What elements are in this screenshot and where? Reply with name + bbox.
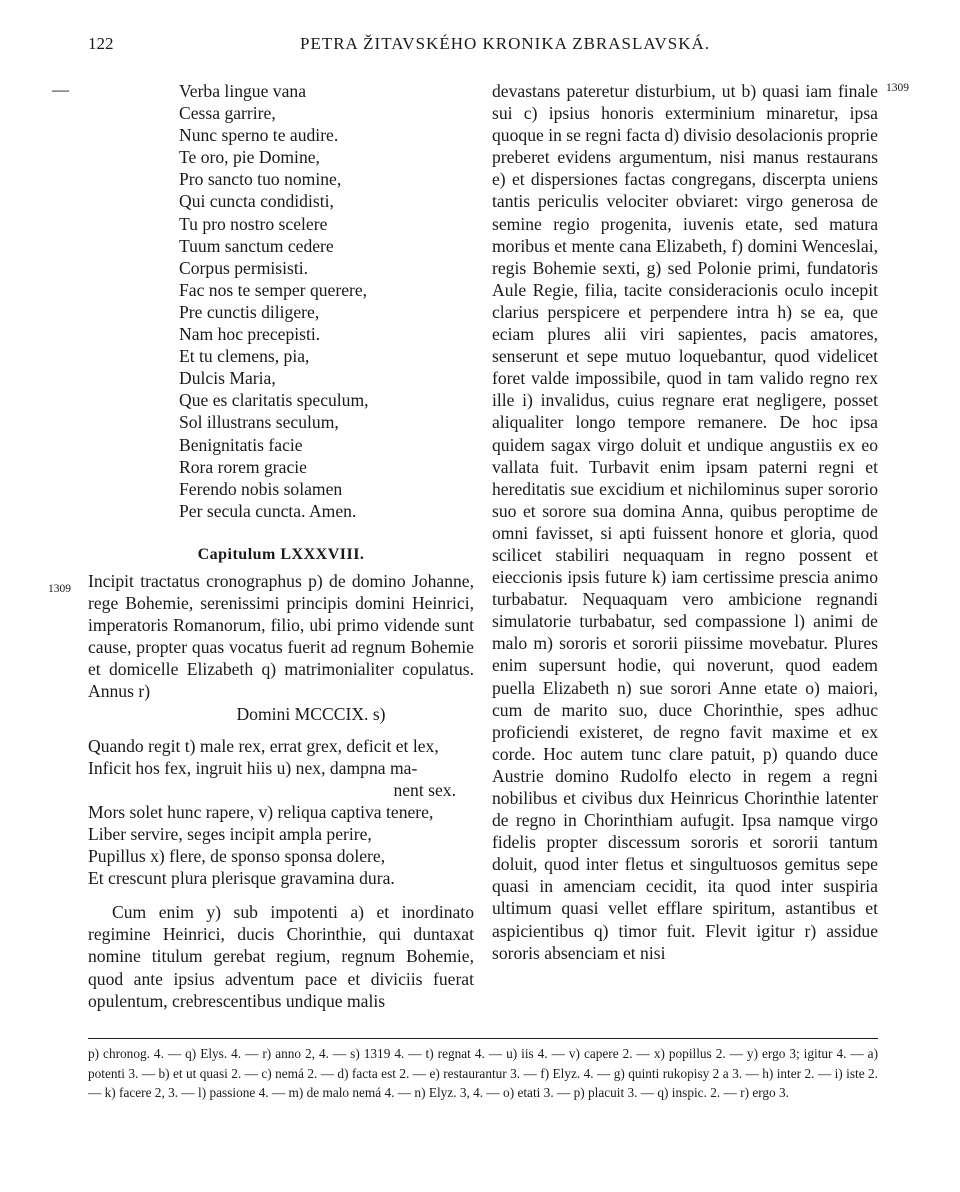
verse-line: Pupillus x) flere, de sponso sponsa dolere, [88,846,386,867]
prose-paragraph [88,901,474,1011]
verses [88,735,474,890]
incipit-text: Incipit tractatus cronographus p) de domino Johanne, rege Bohemie, serenissimi principis domini Heinrici, imperatoris Romanorum, filio, ubi primo vidende sunt cause, propter quas vocatus fuerit ad regnum Bohemie et domicelle Elizabeth q) matrimonialiter copulatus. Annus r) [88,570,474,702]
running-title: PETRA ŽITAVSKÉHO KRONIKA ZBRASLAVSKÁ. [300,34,710,53]
margin-dash: — [52,80,69,99]
poem-line: Qui cuncta condidisti, [179,191,334,212]
verse-line: nent sex. [393,779,456,800]
year-line: Domini MCCCIX. s) [236,703,386,724]
poem-line: Sol illustrans seculum, [179,412,339,433]
page-header [0,34,960,64]
footnotes [88,1044,878,1103]
footnotes-text: p) chronog. 4. — q) Elys. 4. — r) anno 2, 4. — s) 1319 4. — t) regnat 4. — u) iis 4. — v) capere 2. — x) popillus 2. — y) ergo 3; igitur 4. — a) potenti 3. — b) et ut quasi 2. — c) nemá 2. — d) facta est 2. — e) restaurantur 3. — f) Elyz. 4. — g) quinti rukopisy 2 a 3. — h) inter 2. — i) iste 2. — k) facere 2, 3. — l) passione 4. — m) de malo nemá 4. — n) Elyz. 3, 4. — o) etati 3. — p) placuit 3. — q) inspic. 2. — r) ergo 3. [88,1046,878,1101]
poem-line: Dulcis Maria, [179,368,276,389]
chapter-title: Capitulum LXXXVIII. [197,545,365,563]
verse-line: Quando regit t) male rex, errat grex, deficit et lex, [88,735,439,756]
margin-year-right: 1309 [886,82,909,94]
poem-line: Tu pro nostro scelere [179,213,328,234]
right-column [492,80,878,964]
poem-line: Fac nos te semper querere, [179,279,368,300]
poem-line: Ferendo nobis solamen [179,478,343,499]
left-column [88,80,474,1012]
incipit-paragraph [88,570,474,725]
right-column-text: devastans pateretur disturbium, ut b) quasi iam finale sui c) ipsius honoris exterminium minaretur, ipsa quoque in se regni facta d) divisio desolacionis proprie preberet evidens argumentum, nisi manus restaurans e) et dispersiones factas congregans, discerpta uniens tantis periculis velociter obviaret: virgo generosa de semine regio progenita, iuvenis etate, sed matura moribus et mente cana Elizabeth, f) domini Wenceslai, regis Bohemie sexti, g) sed Polonie primi, fundatoris Aule Regie, filia, tacite consideracionis oculo incepit clarius perspicere et perpendere intra h) se ea, que eciam plures alii viri sapientes, pacis amatores, senserunt et sepe mutuo loquebantur, quod videlicet foret valde impossibile, quod in tam valido regno rex ille i) invalidus, cuius regnare erat negligere, posset aliqualiter longo tempore remanere. De hoc ipsa quidem sagax virgo doluit et undique angustiis ex eo vallata fuit. Turbavit enim ipsam paterni regni et hereditatis sue excidium et nichilominus super sororio suo et sorore sua domina Anna, quibus peroptime de omni favisset, si apti fuissent honore et gloria, quod scilicet stabiliri nequaquam in regno possent et eieccionis ipsis future k) iam certissime prescia animo turbabatur. Nequaquam vero ambicione regnandi simulatorie turbabatur, sed compassione l) animi de malo m) sororis et sororii piissime movebatur. Plures enim supersunt hodie, qui noverunt, quod eadem puella Elizabeth n) sue sorori Anne etate o) maiori, cum de marito suo, duce Chorinthie, spes adhuc proficiendi existeret, de regno favit maxime et ex corde. Hoc autem tunc clare patuit, p) quando duce Austrie domino Rudolfo electo in regem a regni nobilibus et civibus dux Heinricus Chorinthie latenter de regno in Chorinthiam aufugit. Ipsa namque virgo fidelis propter discessum sororis et sororii tantum doluit, quod inter fletus et singultuosos gemitus sepe quasi in amenciam cecidit, ita quod inter suspiria ultimum quasi vellet efflare spiritum, astantibus et aspicientibus q) timor fuit. Flevit igitur r) assidue sororis absenciam et nisi [492,81,878,963]
poem-line: Pre cunctis diligere, [179,301,320,322]
poem-line: Nunc sperno te audire. [179,125,339,146]
poem-line: Per secula cuncta. Amen. [179,500,357,521]
poem-line: Que es claritatis speculum, [179,390,369,411]
poem-line: Cessa garrire, [179,103,276,124]
footnote-rule [88,1038,878,1039]
prose-text: Cum enim y) sub impotenti a) et inordinato regimine Heinrici, ducis Chorinthie, qui duntaxat nomine titulum gerebat regium, regnum Bohemie, quod ante ipsius adventum pace et diviciis fuerat opulentum, crebrescentibus undique malis [88,902,474,1011]
poem-line: Te oro, pie Domine, [179,147,320,168]
poem-line: Verba lingue vana [179,81,307,101]
margin-year-left: 1309 [48,583,71,595]
poem-line: Pro sancto tuo nomine, [179,169,342,190]
poem-line: Tuum sanctum cedere [179,235,334,256]
poem-line: Rora rorem gracie [179,456,307,477]
poem [179,80,474,522]
verse-line: Inficit hos fex, ingruit hiis u) nex, dampna ma- [88,757,418,778]
poem-line: Nam hoc precepisti. [179,324,321,345]
poem-line: Benignitatis facie [179,434,303,455]
page-number: 122 [88,34,114,53]
poem-line: Et tu clemens, pia, [179,346,310,367]
verse-line: Mors solet hunc rapere, v) reliqua captiva tenere, [88,801,434,822]
verse-line: Liber servire, seges incipit ampla perire, [88,824,372,844]
verse-line: Et crescunt plura plerisque gravamina dura. [88,868,395,889]
poem-line: Corpus permisisti. [179,257,309,278]
